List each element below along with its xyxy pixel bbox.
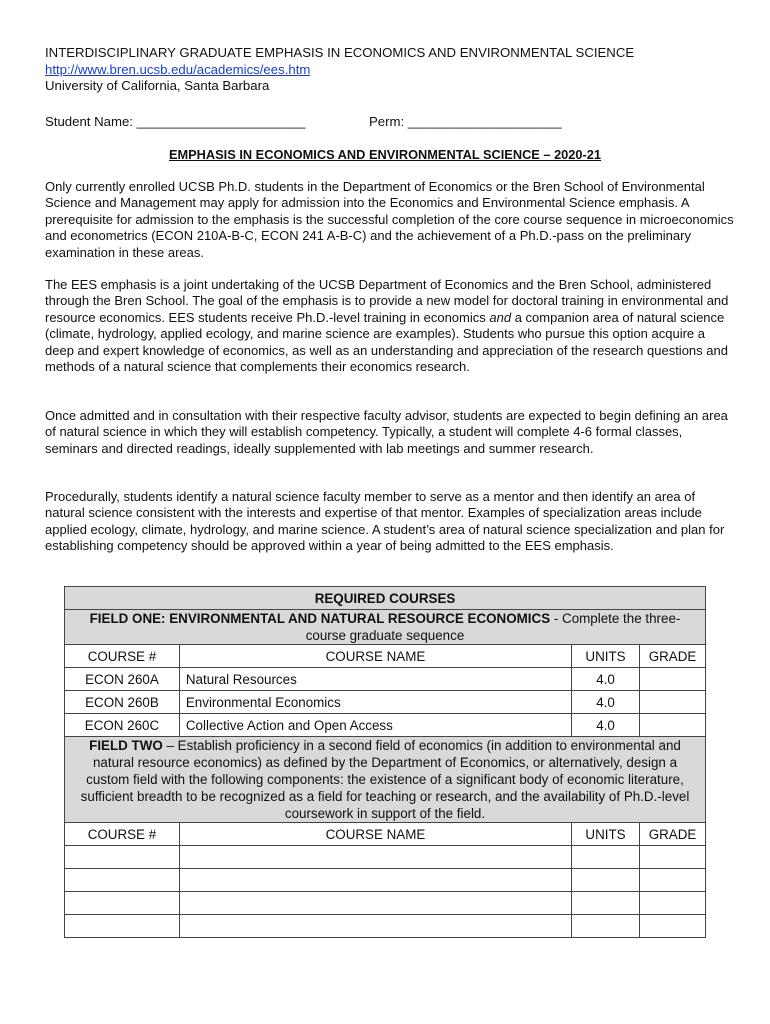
paragraph-admission: Only currently enrolled UCSB Ph.D. students in the Department of Economics or the Bren School of Environmental Science and Management may apply for admission into the Economics and Environmental Science emphasis. A prerequisite for admission to the emphasis is the successful completion of the core course sequence in microeconomics and econometrics (ECON 210A-B-C, ECON 241 A-B-C) and the achievement of a Ph.D.-pass on the preliminary examination in these areas.	[45, 179, 734, 260]
course-units: 4.0	[572, 714, 640, 737]
field-one-description	[65, 610, 706, 645]
course-units: 4.0	[572, 668, 640, 691]
required-courses-table	[64, 586, 706, 938]
field-two-instructions: – Establish proficiency in a second field of economics (in addition to environmental and natural resource economics) as defined by the Department of Economics, or alternatively, design a custom field with the following components: the existence of a significant body of economic literature, sufficient breadth to be recognized as a field for teaching or research, and the availability of Ph.D.-level coursework in support of the field.	[80, 738, 690, 821]
table-row	[65, 846, 706, 869]
course-number: ECON 260A	[65, 668, 180, 691]
col-header-course: COURSE #	[65, 823, 180, 846]
col-header-grade: GRADE	[640, 823, 706, 846]
course-number-blank[interactable]	[65, 846, 180, 869]
paragraph-competency: Once admitted and in consultation with their respective faculty advisor, students are expected to begin defining an area of natural science in which they will establish competency. Typically, a student will complete 4-6 formal classes, seminars and directed readings, ideally supplemented with lab meetings and summer research.	[45, 408, 728, 456]
course-number-blank[interactable]	[65, 915, 180, 938]
course-name-blank[interactable]	[179, 846, 571, 869]
paragraph-overview-part1: The EES emphasis is a joint undertaking of the UCSB Department of Economics and the Bren School, administered through the Bren School. The goal of the emphasis is to provide a new model for doctoral training in environmental and resource economics. EES students receive Ph.D.-level training in economics	[45, 277, 729, 325]
course-number-blank[interactable]	[65, 869, 180, 892]
course-number: ECON 260C	[65, 714, 180, 737]
course-name: Collective Action and Open Access	[179, 714, 571, 737]
course-name-blank[interactable]	[179, 892, 571, 915]
paragraph-overview	[45, 277, 735, 375]
required-courses-heading: REQUIRED COURSES	[65, 587, 706, 610]
document-title: EMPHASIS IN ECONOMICS AND ENVIRONMENTAL SCIENCE – 2020-21	[168, 147, 602, 162]
field-one-row	[65, 610, 706, 645]
course-grade-blank[interactable]	[640, 869, 706, 892]
program-title: INTERDISCIPLINARY GRADUATE EMPHASIS IN ECONOMICS AND ENVIRONMENTAL SCIENCE	[45, 45, 635, 60]
course-units-blank[interactable]	[572, 915, 640, 938]
col-header-grade: GRADE	[640, 645, 706, 668]
course-name: Environmental Economics	[179, 691, 571, 714]
course-grade-blank[interactable]	[640, 846, 706, 869]
program-url-link[interactable]: http://www.bren.ucsb.edu/academics/ees.htm	[45, 61, 311, 77]
field-one-instructions: - Complete the three-course graduate sequence	[305, 611, 681, 643]
table-row	[65, 915, 706, 938]
field-two-row	[65, 737, 706, 823]
course-grade-blank[interactable]	[640, 892, 706, 915]
column-header-row-2	[65, 823, 706, 846]
paragraph-overview-emphasis: and	[489, 309, 512, 325]
col-header-name: COURSE NAME	[179, 823, 571, 846]
course-grade-cell[interactable]	[640, 668, 706, 691]
column-header-row	[65, 645, 706, 668]
student-name-field[interactable]: Student Name: _______________________	[45, 114, 306, 129]
course-units-blank[interactable]	[572, 892, 640, 915]
course-units-blank[interactable]	[572, 846, 640, 869]
course-grade-cell[interactable]	[640, 691, 706, 714]
table-heading-row	[65, 587, 706, 610]
col-header-units: UNITS	[572, 823, 640, 846]
table-row	[65, 869, 706, 892]
course-grade-blank[interactable]	[640, 915, 706, 938]
course-number: ECON 260B	[65, 691, 180, 714]
document-header	[45, 45, 634, 95]
table-row	[65, 668, 706, 691]
course-name-blank[interactable]	[179, 915, 571, 938]
perm-field[interactable]: Perm: _____________________	[369, 114, 562, 129]
course-grade-cell[interactable]	[640, 714, 706, 737]
table-row	[65, 714, 706, 737]
field-two-description	[65, 737, 706, 823]
course-name: Natural Resources	[179, 668, 571, 691]
table-row	[65, 691, 706, 714]
table-row	[65, 892, 706, 915]
col-header-name: COURSE NAME	[179, 645, 571, 668]
field-one-title: FIELD ONE: ENVIRONMENTAL AND NATURAL RESOURCE ECONOMICS	[89, 611, 551, 626]
col-header-units: UNITS	[572, 645, 640, 668]
university-name: University of California, Santa Barbara	[45, 78, 270, 93]
paragraph-overview-part2: a companion area of natural science (climate, hydrology, applied ecology, and marine science are examples). Students who pursue this option acquire a deep and expert knowledge of economics, as well as an understanding and appreciation of the research questions and methods of a natural science that complements their economics research.	[45, 309, 728, 375]
course-units: 4.0	[572, 691, 640, 714]
course-number-blank[interactable]	[65, 892, 180, 915]
paragraph-procedure: Procedurally, students identify a natural science faculty member to serve as a mentor and then identify an area of natural science consistent with the interests and expertise of that mentor. Examples of specialization areas include applied ecology, climate, hydrology, and marine science. A student’s area of natural science specialization and plan for establishing competency should be approved within a year of being admitted to the EES emphasis.	[45, 489, 725, 554]
field-two-title: FIELD TWO	[89, 738, 163, 753]
course-units-blank[interactable]	[572, 869, 640, 892]
col-header-course: COURSE #	[65, 645, 180, 668]
course-name-blank[interactable]	[179, 869, 571, 892]
